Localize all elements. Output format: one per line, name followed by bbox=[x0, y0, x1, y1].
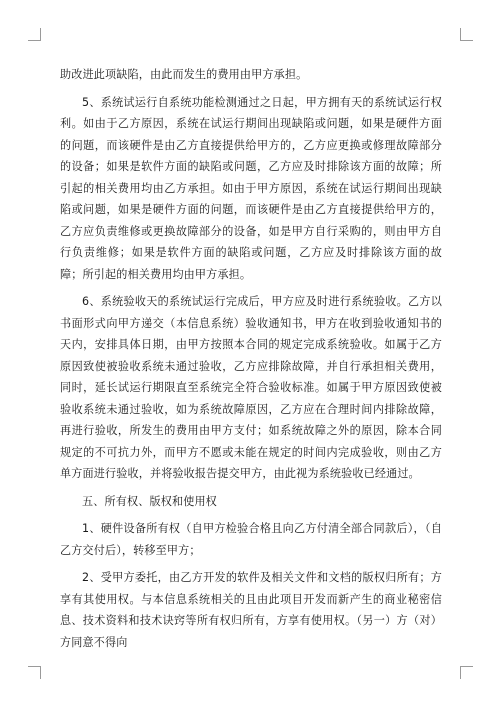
paragraph-clause-2-software-copyright: 2、受甲方委托，由乙方开发的软件及相关文件和文档的版权归所有；方享有其使用权。与本信息系统相关的且由此项目开发而新产生的商业秘密信息、技术资料和技术诀窍等所有权归所有，方享有使用权。（另一）方（对）方同意不得向 bbox=[60, 571, 442, 649]
paragraph-clause-6-acceptance: 6、系统验收天的系统试运行完成后，甲方应及时进行系统验收。乙方以书面形式向甲方递交（本信息系统）验收通知书，甲方在收到验收通知书的天内，安排具体日期，由甲方按照本合同的规定完成系统验收。如属于乙方原因致使被验收系统未通过验收，乙方应排除故障，并自行承担相关费用，同时，延长试运行期限直至系统完全符合验收标准。如属于甲方原因致使被验收系统未通过验收，如为系统故障原因，乙方应在合理时间内排除故障，再进行验收，所发生的费用由甲方支付；如系统故障之外的原因，除本合同规定的不可抗力外，而甲方不愿或未能在规定的时间内完成验收，则由乙方单方面进行验收，并将验收报告提交甲方，由此视为系统验收已经通过。 bbox=[60, 295, 442, 480]
paragraph-clause-1-hardware-ownership: 1、硬件设备所有权（自甲方检验合格且向乙方付清全部合同款后），（自乙方交付后），转移至甲方； bbox=[60, 522, 442, 557]
crop-mark-top-right bbox=[460, 28, 473, 41]
section-heading-ownership: 五、所有权、版权和使用权 bbox=[82, 494, 217, 508]
document-body bbox=[60, 64, 442, 653]
paragraph-continuation: 助改进此项缺陷，由此而发生的费用由甲方承担。 bbox=[60, 68, 308, 81]
crop-mark-top-left bbox=[28, 28, 41, 41]
paragraph-clause-5-trial-run: 5、系统试运行自系统功能检测通过之日起，甲方拥有天的系统试运行权利。如由于乙方原因，系统在试运行期间出现缺陷或问题，如果是硬件方面的问题，而该硬件是由乙方直接提供给甲方的，乙方应更换或修理故障部分的设备；如果是软件方面的缺陷或问题，乙方应及时排除该方面的故障；所引起的相关费用均由乙方承担。如由于甲方原因，系统在试运行期间出现缺陷或问题，如果是硬件方面的问题，而该硬件是由乙方直接提供给甲方的，乙方应负责维修或更换故障部分的设备，如是甲方自行采购的，则由甲方自行负责维修；如果是软件方面的缺陷或问题，乙方应及时排除该方面的故障；所引起的相关费用均由甲方承担。 bbox=[60, 95, 442, 281]
crop-mark-bottom-right bbox=[460, 666, 473, 679]
crop-mark-bottom-left bbox=[28, 666, 41, 679]
